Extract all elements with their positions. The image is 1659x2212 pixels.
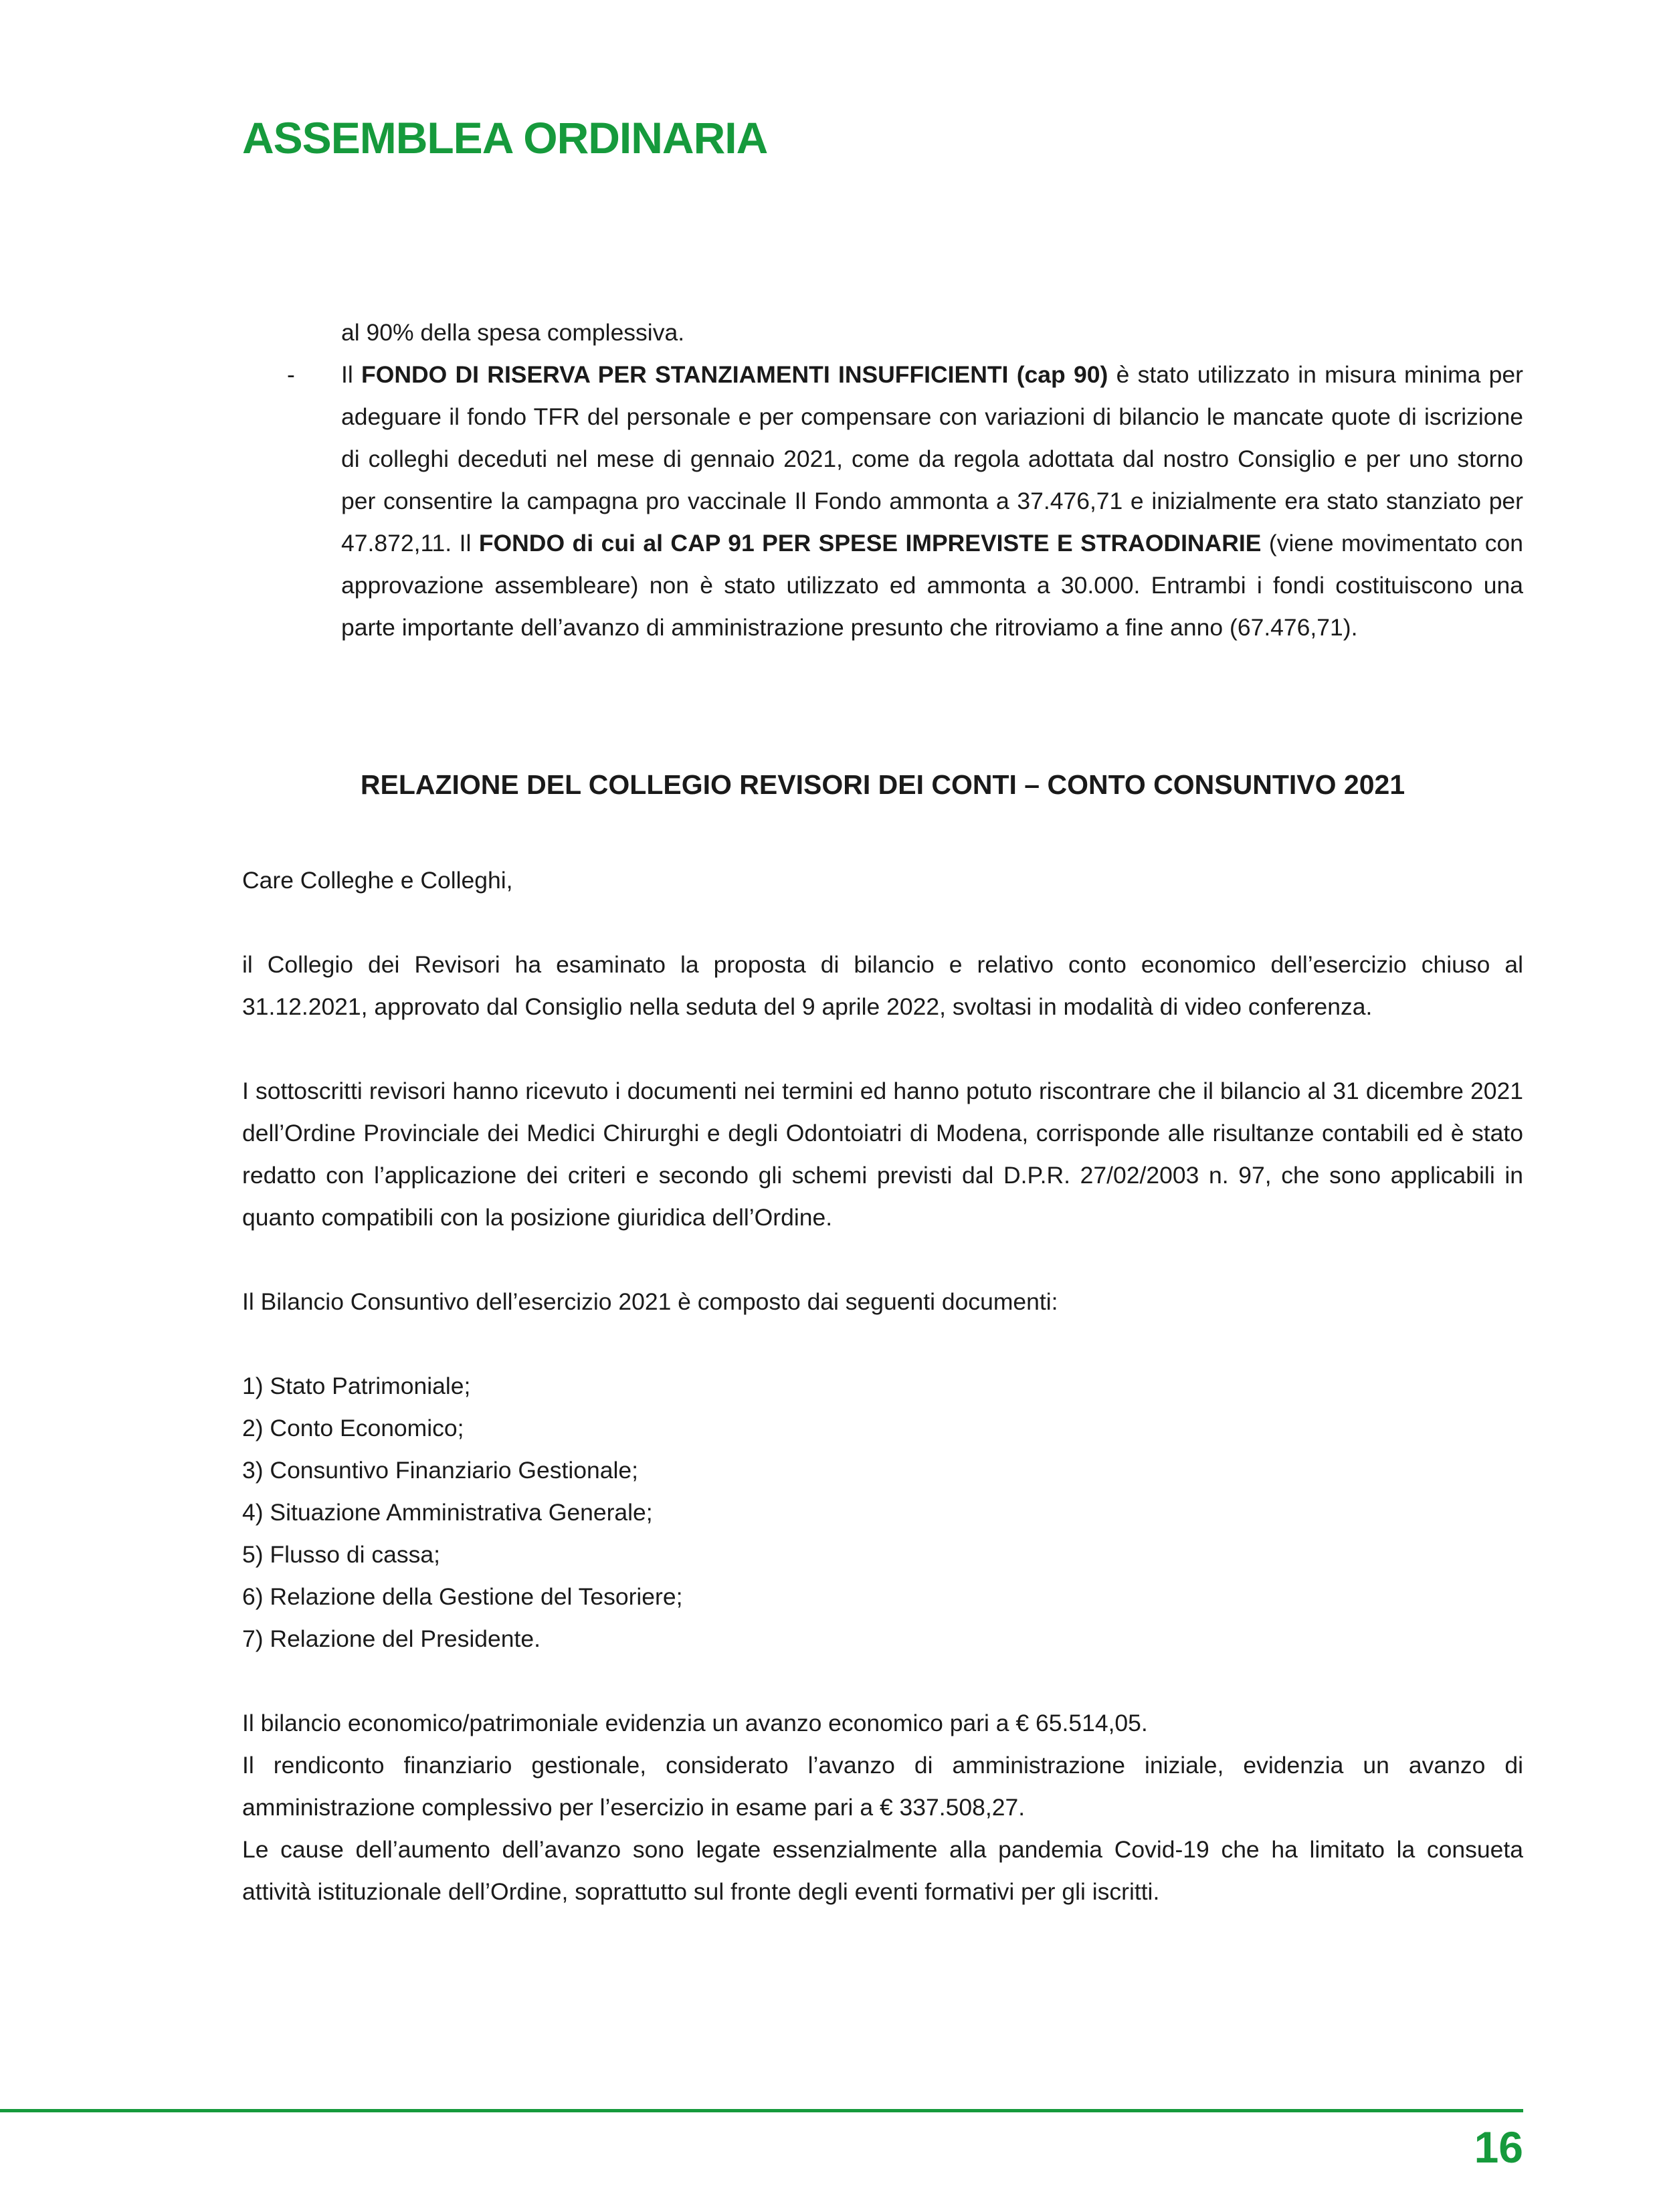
list-item: 1) Stato Patrimoniale; [242,1373,471,1399]
list-item: 3) Consuntivo Finanziario Gestionale; [242,1457,638,1484]
paragraph-verification: I sottoscritti revisori hanno ricevuto i documenti nei termini ed hanno potuto riscontrare che il bilancio al 31 dicembre 2021 dell’Ordine Provinciale dei Medici Chirurghi e degli Odontoiatri di Modena, corrisponde alle risultanze contabili ed è stato redatto con l’applicazione dei criteri e secondo gli schemi previsti dal D.P.R. 27/02/2003 n. 97, che sono applicabili in quanto compatibili con la posizione giuridica dell’Ordine. [242,1078,1523,1231]
report-body [242,860,1523,1913]
bullet-text-1: Il [341,361,362,388]
paragraph-financial-surplus: Il rendiconto finanziario gestionale, considerato l’avanzo di amministrazione iniziale, evidenzia un avanzo di amministrazione complessivo per l’esercizio in esame pari a € 337.508,27. [242,1752,1523,1821]
list-item: 7) Relazione del Presidente. [242,1625,541,1652]
continuation-block [242,312,1523,649]
list-item: 5) Flusso di cassa; [242,1541,440,1568]
paragraph-documents-intro: Il Bilancio Consuntivo dell’esercizio 2021 è composto dai seguenti documenti: [242,1288,1058,1315]
paragraph-examination: il Collegio dei Revisori ha esaminato la proposta di bilancio e relativo conto economico dell’esercizio chiuso al 31.12.2021, approvato dal Consiglio nella seduta del 9 aprile 2022, svoltasi in modalità di video conferenza. [242,951,1523,1020]
greeting: Care Colleghe e Colleghi, [242,867,513,894]
paragraph-economic-surplus: Il bilancio economico/patrimoniale evidenzia un avanzo economico pari a € 65.514,05. [242,1710,1148,1736]
list-item: 4) Situazione Amministrativa Generale; [242,1499,653,1526]
continuation-line: al 90% della spesa complessiva. [341,319,685,346]
spacer [242,1323,1523,1365]
spacer [242,902,1523,944]
bullet-item-fondo-riserva [242,354,1523,649]
bullet-text-2: è stato utilizzato in misura minima per adeguare il fondo TFR del personale e per compensare con variazioni di bilancio le mancate quote di iscrizione di colleghi deceduti nel mese di gennaio 2021, come da regola adottata dal nostro Consiglio e per uno storno per consentire la campagna pro vaccinale Il Fondo ammonta a 37.476,71 e inizialmente era stato stanziato per 47.872,11. Il [341,361,1523,557]
documents-list [242,1365,1523,1660]
list-item: 2) Conto Economico; [242,1415,464,1441]
bullet-bold-fondo-riserva: FONDO DI RISERVA PER STANZIAMENTI INSUFFICIENTI (cap 90) [361,361,1108,388]
spacer [242,1239,1523,1281]
spacer [242,1660,1523,1702]
bullet-text-3: (viene movimentato con approvazione assembleare) non è stato utilizzato ed ammonta a 30.000. Entrambi i fondi costituiscono una parte importante dell’avanzo di amministrazione presunto che ritroviamo a fine anno (67.476,71). [341,530,1523,641]
spacer [242,1028,1523,1070]
list-item: 6) Relazione della Gestione del Tesoriere; [242,1583,683,1610]
page-header-title: ASSEMBLEA ORDINARIA [242,113,768,163]
page-number: 16 [1474,2122,1523,2172]
footer-divider [0,2109,1523,2112]
section-title: RELAZIONE DEL COLLEGIO REVISORI DEI CONTI – CONTO CONSUNTIVO 2021 [360,769,1405,800]
bullet-dash: - [287,361,295,388]
bullet-bold-fondo-cap91: FONDO di cui al CAP 91 PER SPESE IMPREVISTE E STRAODINARIE [478,530,1262,557]
paragraph-surplus-causes: Le cause dell’aumento dell’avanzo sono legate essenzialmente alla pandemia Covid-19 che ha limitato la consueta attività istituzionale dell’Ordine, soprattutto sul fronte degli eventi formativi per gli iscritti. [242,1836,1523,1905]
